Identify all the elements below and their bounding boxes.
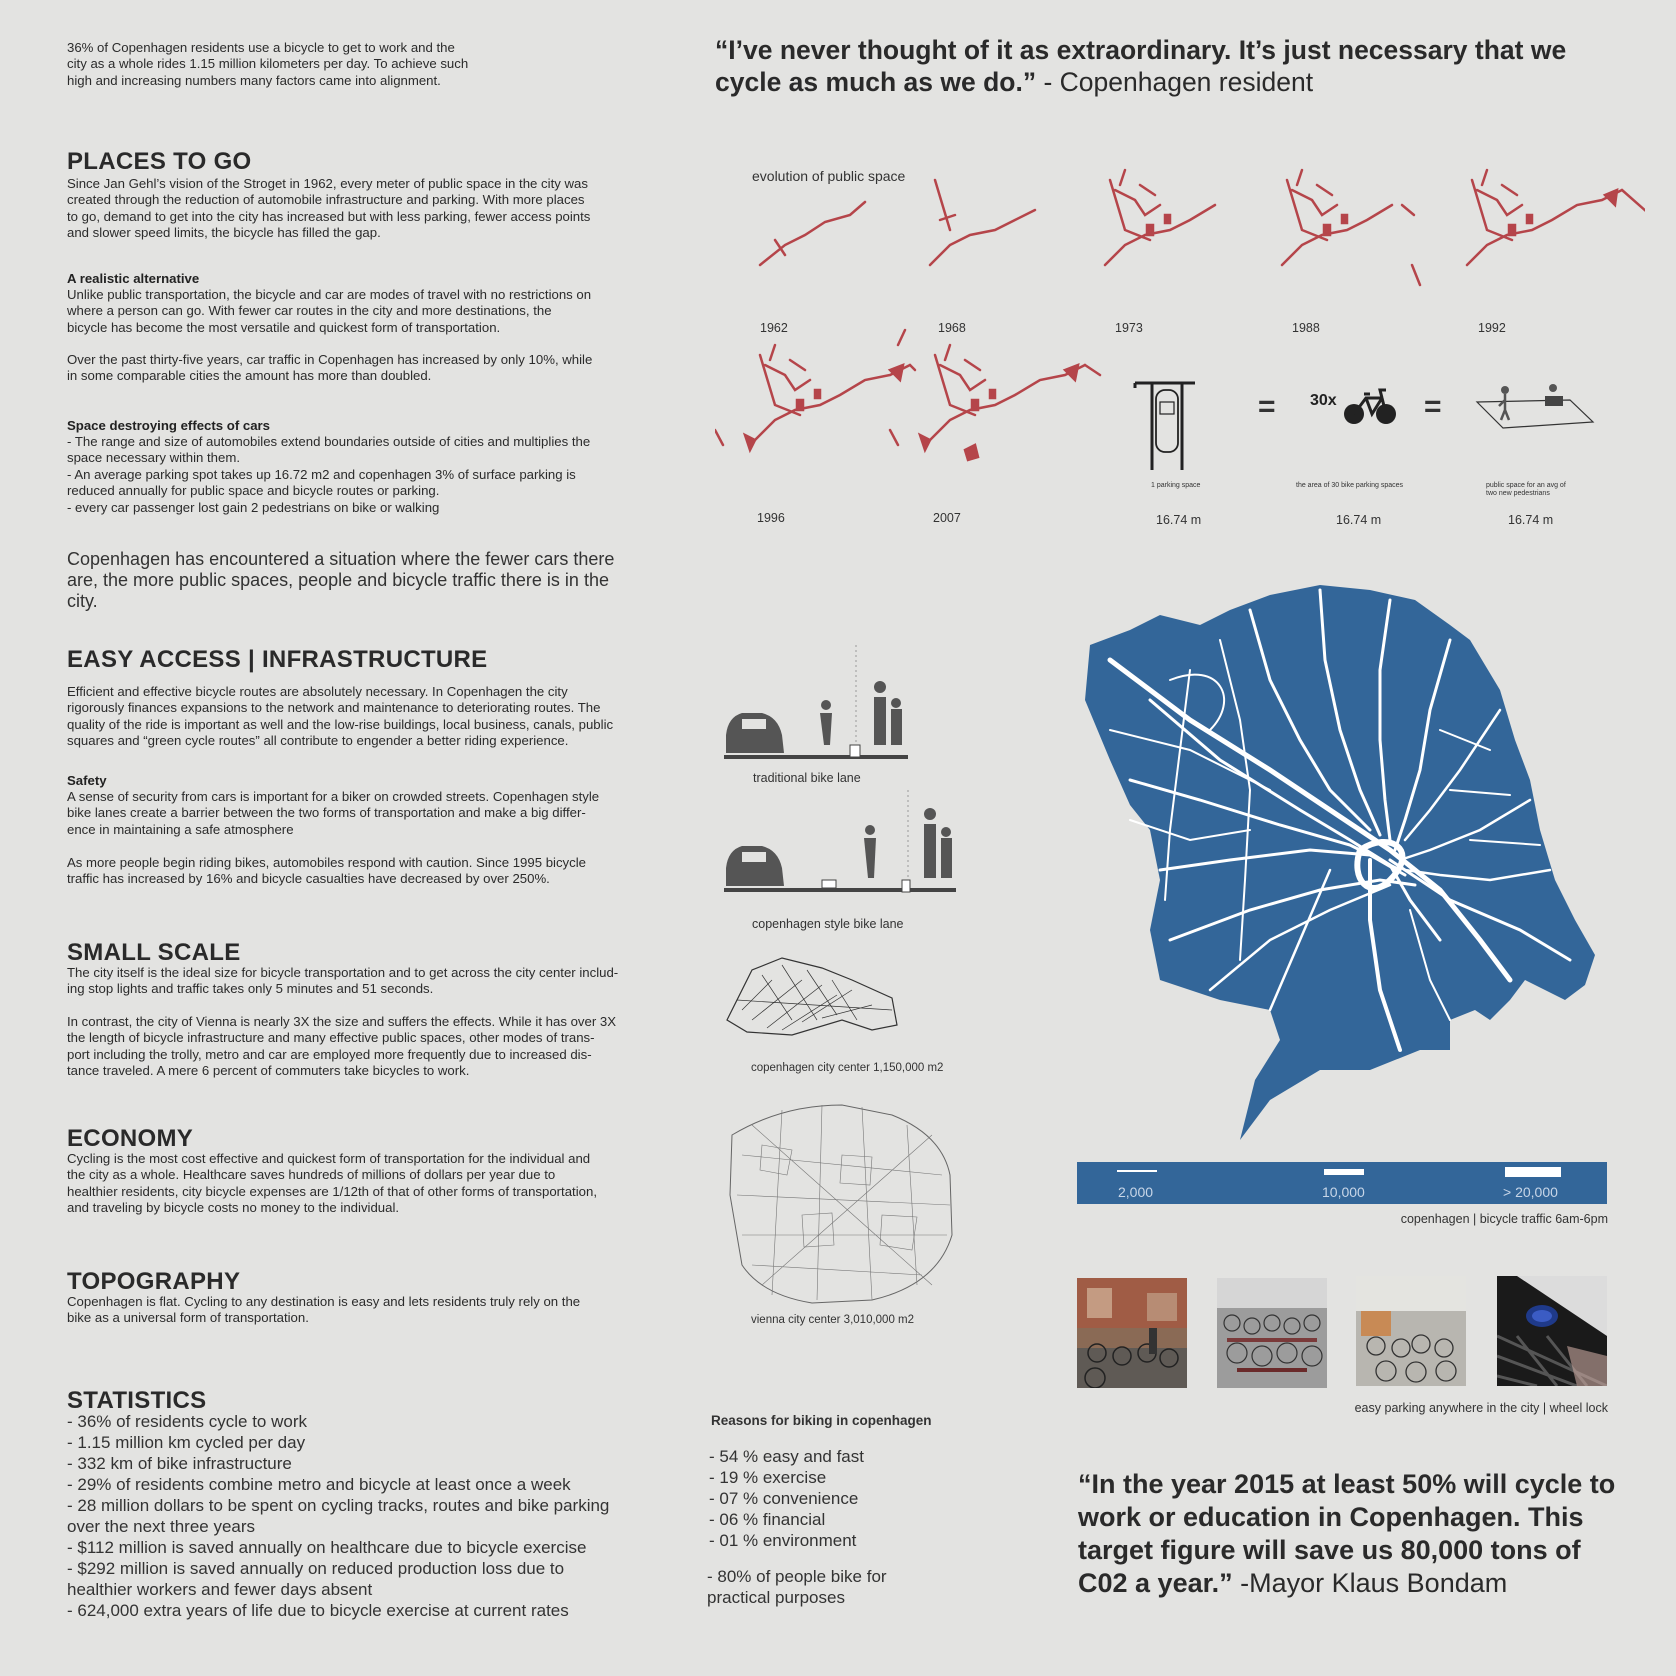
public-space-icon — [1475, 382, 1595, 442]
small-body: The city itself is the ideal size for bicycle transportation and to get across the city center includ- ing stop lights and traffic takes only 5 minutes and 51 seconds. — [67, 965, 619, 997]
copenhagen-lane-label: copenhagen style bike lane — [752, 917, 904, 931]
parking-caption-2: the area of 30 bike parking spaces — [1296, 482, 1404, 489]
traditional-lane-diagram — [720, 645, 920, 765]
parking-size-3: 16.74 m — [1508, 513, 1554, 527]
bike-multiplier: 30x — [1310, 392, 1337, 409]
parking-caption-3: public space for an avg of two new pedestrians — [1486, 482, 1566, 497]
photo-bike-racks — [1217, 1278, 1327, 1388]
bicycle-icon — [1340, 384, 1400, 428]
parking-space-icon — [1130, 378, 1200, 473]
top-quote-author: - Copenhagen resident — [1036, 67, 1314, 97]
topography-body: Copenhagen is flat. Cycling to any destination is easy and lets residents truly rely on the bike as a universal form of transportation. — [67, 1294, 581, 1326]
year-1996: 1996 — [757, 511, 785, 525]
access-body: Efficient and effective bicycle routes are absolutely necessary. In Copenhagen the city rigorously finances expansions to the network and maintenance to deteriorating routes. The quality of the ride is important as well and the low-rise buildings, local business, canals, public squares and “green cycle routes” all contribute to engender a better riding experience. — [67, 684, 614, 749]
legend-line-thin — [1117, 1170, 1157, 1172]
copenhagen-traffic-map — [1070, 580, 1610, 1140]
economy-title: ECONOMY — [67, 1125, 194, 1152]
equals-sign-1: = — [1258, 390, 1276, 423]
evolution-map-1973 — [1105, 170, 1215, 265]
top-quote-text: “I’ve never thought of it as extraordinary. It’s just necessary that we cycle as much as we do.” — [715, 35, 1567, 97]
traffic-legend — [1077, 1162, 1607, 1204]
parking-size-2: 16.74 m — [1336, 513, 1382, 527]
evolution-map-2007 — [890, 330, 1100, 460]
intro-text: 36% of Copenhagen residents use a bicycle to get to work and the city as a whole rides 1.15 million kilometers per day. To achieve such high and increasing numbers many factors came into alignment. — [67, 40, 469, 88]
space-title: Space destroying effects of cars — [67, 418, 271, 433]
photos-caption: easy parking anywhere in the city | wheel lock — [1354, 1401, 1608, 1415]
year-1968: 1968 — [938, 321, 966, 335]
safety-title: Safety — [67, 773, 107, 788]
reasons-title: Reasons for biking in copenhagen — [711, 1413, 932, 1428]
economy-body: Cycling is the most cost effective and quickest form of transportation for the individual and the city as a whole. Healthcare saves hundreds of millions of dollars per year due to healthier residents, city bicycle expenses are 1/12th of that of other forms of transportation, and traveling by bicycle costs no money to the individual. — [67, 1151, 597, 1216]
bottom-quote-author: -Mayor Klaus Bondam — [1232, 1568, 1508, 1598]
copenhagen-lane-diagram — [720, 790, 960, 900]
photo-bike-parking-street — [1077, 1278, 1187, 1388]
topography-title: TOPOGRAPHY — [67, 1268, 241, 1295]
places-body: Since Jan Gehl’s vision of the Stroget in 1962, every meter of public space in the city was created through the reduction of automobile infrastructure and parking. With more places to go, demand to get into the city has increased but with less parking, fewer access points and slower speed limits, the bicycle has filled the gap. — [67, 176, 591, 241]
equals-sign-2: = — [1424, 390, 1442, 423]
bottom-quote-text: “In the year 2015 at least 50% will cycle to work or education in Copenhagen. This target figure will save us 80,000 tons of C02 a year.” — [1078, 1469, 1616, 1598]
vienna-center-map — [722, 1095, 957, 1305]
top-quote — [715, 34, 1635, 98]
safety-body: A sense of security from cars is important for a biker on crowded streets. Copenhagen style bike lanes create a barrier between the two forms of transportation and make a big differ- ence in maintaining a safe atmosphere — [67, 789, 600, 837]
traditional-lane-label: traditional bike lane — [753, 771, 861, 785]
bottom-quote — [1078, 1468, 1623, 1600]
photo-wheel-lock — [1497, 1276, 1607, 1386]
small-title: SMALL SCALE — [67, 939, 241, 966]
year-1988: 1988 — [1292, 321, 1320, 335]
parking-caption-1: 1 parking space — [1151, 482, 1201, 489]
legend-line-medium — [1324, 1169, 1364, 1175]
caution-body: As more people begin riding bikes, automobiles respond with caution. Since 1995 bicycle traffic has increased by 16% and bicycle casualties have decreased by over 250%. — [67, 855, 587, 887]
year-1973: 1973 — [1115, 321, 1143, 335]
copenhagen-center-label: copenhagen city center 1,150,000 m2 — [751, 1062, 944, 1074]
statistics-list: - 36% of residents cycle to work - 1.15 million km cycled per day - 332 km of bike infrastructure - 29% of residents combine metro and bicycle at least once a week - 28 million dollars to be spent on cycling tracks, routes and bike parking over the next three years - $112 million is saved annually on healthcare due to bicycle exercise - $292 million is saved annually on reduced production loss due to healthier workers and fewer days absent - 624,000 extra years of life due to bicycle exercise at current rates — [67, 1412, 610, 1620]
year-1962: 1962 — [760, 321, 788, 335]
evolution-map-1996 — [715, 345, 915, 450]
city-land — [1085, 585, 1595, 1140]
copenhagen-center-map — [722, 950, 902, 1040]
evolution-map-1968 — [930, 180, 1035, 265]
evolution-title: evolution of public space — [752, 168, 906, 184]
vienna-body: In contrast, the city of Vienna is nearly 3X the size and suffers the effects. While it has over 3X the length of bicycle infrastructure and many effective public spaces, other modes of trans- port including the trolly, metro and car are employed more frequently due to increased dis- tance traveled. A mere 6 percent of commuters take bicycles to work. — [67, 1014, 617, 1079]
evolution-map-1962 — [760, 202, 865, 265]
statistics-title: STATISTICS — [67, 1387, 207, 1414]
legend-line-thick — [1505, 1167, 1561, 1177]
legend-label-20000: > 20,000 — [1503, 1184, 1558, 1200]
reasons-list: - 54 % easy and fast - 19 % exercise - 07 % convenience - 06 % financial - 01 % environment — [709, 1447, 864, 1550]
alt-body: Unlike public transportation, the bicycle and car are modes of travel with no restrictions on where a person can go. With fewer car routes in the city and more destinations, the bicycle has become the most versatile and quickest form of transportation. — [67, 287, 592, 335]
year-1992: 1992 — [1478, 321, 1506, 335]
alt-title: A realistic alternative — [67, 271, 200, 286]
situation-text: Copenhagen has encountered a situation where the fewer cars there are, the more public spaces, people and bicycle traffic there is in the city. — [67, 549, 615, 611]
evolution-map-1992 — [1467, 170, 1645, 265]
places-title: PLACES TO GO — [67, 148, 252, 175]
space-body: - The range and size of automobiles extend boundaries outside of cities and multiplies the space necessary within them. - An average parking spot takes up 16.72 m2 and copenhagen 3% of surface parking is reduced annually for public space and bicycle routes or parking. - every car passenger lost gain 2 pedestrians on bike or walking — [67, 434, 591, 515]
photo-cargo-bikes — [1356, 1276, 1466, 1386]
parking-size-1: 16.74 m — [1156, 513, 1202, 527]
vienna-center-label: vienna city center 3,010,000 m2 — [751, 1314, 915, 1326]
year-2007: 2007 — [933, 511, 961, 525]
legend-label-2000: 2,000 — [1118, 1184, 1154, 1200]
reasons-practical: - 80% of people bike for practical purposes — [707, 1567, 887, 1607]
map-caption: copenhagen | bicycle traffic 6am-6pm — [1400, 1212, 1608, 1226]
traffic-body: Over the past thirty-five years, car traffic in Copenhagen has increased by only 10%, while in some comparable cities the amount has more than doubled. — [67, 352, 593, 384]
legend-label-10000: 10,000 — [1322, 1184, 1365, 1200]
evolution-map-1988 — [1282, 170, 1420, 285]
access-title: EASY ACCESS | INFRASTRUCTURE — [67, 646, 488, 673]
